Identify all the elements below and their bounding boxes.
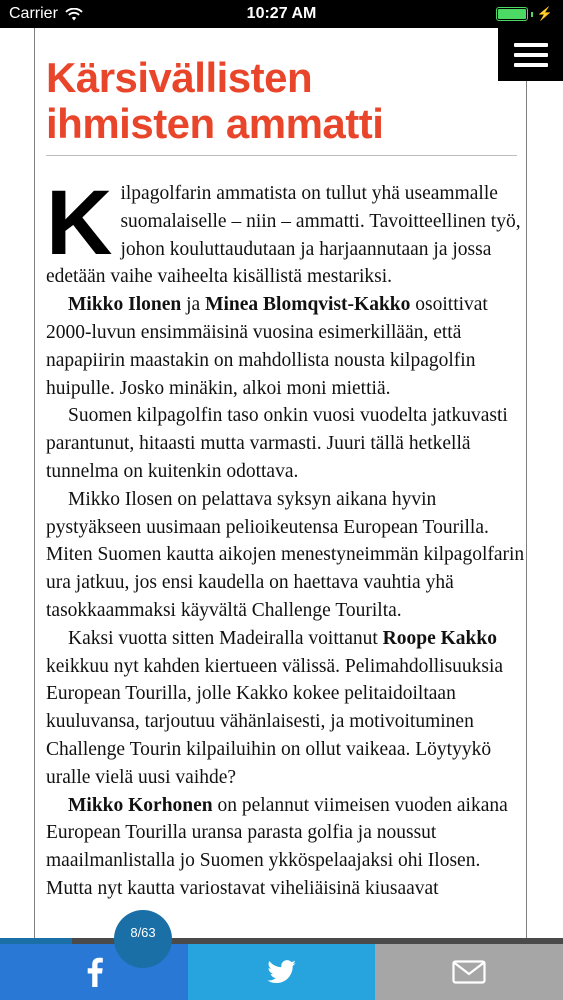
paragraph-4: Mikko Ilosen on pelattava syksyn aikana hyvin pystyäkseen uusimaan pelioikeutensa European Tourilla. Miten Suomen kautta aikojen menestyneimmän kilpagolfarin ura jatkuu, jos ensi kaudella on haettava vauhtia yhä tasokkaammaksi käyvältä Challenge Tourilta. xyxy=(46,488,525,621)
twitter-icon xyxy=(267,960,297,984)
drop-cap: K xyxy=(46,172,113,274)
share-bar xyxy=(0,944,563,1000)
paragraph-5 xyxy=(46,625,526,792)
status-time: 10:27 AM xyxy=(246,5,317,22)
person-name: Mikko Ilonen xyxy=(68,294,182,316)
hamburger-menu-icon xyxy=(514,43,548,47)
paragraph-2-joiner: ja xyxy=(181,294,206,316)
article-page[interactable] xyxy=(0,28,563,938)
person-name: Roope Kakko xyxy=(382,627,497,649)
article-title-line2: ihmisten ammatti xyxy=(46,100,384,147)
person-name: Mikko Korhonen xyxy=(68,794,213,816)
page-border-right xyxy=(526,28,527,938)
paragraph-6 xyxy=(46,792,526,903)
paragraph-1-text: ilpagolfarin ammatista on tullut yhä useammalle suomalaiselle – niin – ammatti. Tavoitteellinen työ, johon kouluttaudutaan ja harjaannutaan ja jossa edetään vaihe vaiheelta kisällistä mestariksi. xyxy=(46,183,521,288)
paragraph-6-text: on pelannut viimeisen vuoden aikana European Tourilla uransa parasta golfia ja noussut maailmanlistalla jo Suomen ykköspelaajaksi ohi Ilosen. Mutta nyt kautta variostavat viheliäisinä kiusaavat xyxy=(46,794,508,899)
paragraph-1 xyxy=(46,172,526,291)
paragraph-2 xyxy=(46,291,526,402)
article-body xyxy=(46,172,526,903)
carrier-label: Carrier xyxy=(9,5,58,22)
battery-body xyxy=(496,7,528,21)
paragraph-2-text: osoittivat 2000-luvun ensimmäisinä vuosina esimerkillään, että napapiirin maastakin on mahdollista nousta kilpagolfin huipulle. Josko minäkin, alkoi moni miettiä. xyxy=(46,294,488,399)
paragraph-5-text: keikkuu nyt kahden kiertueen välissä. Pelimahdollisuuksia European Tourilla, jolle Kakko kokee pelitaidoiltaan kuuluvansa, tarjoutuu vähänlaisesti, ja motivoituminen Challenge Tourin kilpailuihin on ollut vaikeaa. Löytyykö uralle vielä uusi vaihde? xyxy=(46,655,504,788)
status-bar xyxy=(0,0,563,28)
article-title-line1: Kärsivällisten xyxy=(46,54,313,101)
charging-bolt-icon: ⚡ xyxy=(536,6,553,21)
page-indicator-badge[interactable]: 8/63 xyxy=(114,910,172,968)
email-share-button[interactable] xyxy=(375,944,563,1000)
menu-button[interactable] xyxy=(498,28,563,81)
twitter-share-button[interactable] xyxy=(188,944,376,1000)
hamburger-menu-icon xyxy=(514,63,548,67)
battery-icon xyxy=(496,6,553,22)
battery-cap xyxy=(531,12,533,17)
facebook-icon xyxy=(83,957,105,987)
person-name: Minea Blomqvist-Kakko xyxy=(205,294,411,316)
battery-fill xyxy=(498,9,526,19)
email-icon xyxy=(452,960,486,984)
paragraph-3: Suomen kilpagolfin taso onkin vuosi vuodelta jatkuvasti parantunut, hitaasti mutta varmasti. Juuri tällä hetkellä tunnelma on kuitenkin odottava. xyxy=(46,405,508,482)
article-title xyxy=(46,55,466,147)
paragraph-5-lead: Kaksi vuotta sitten Madeiralla voittanut xyxy=(68,627,383,649)
hamburger-menu-icon xyxy=(514,53,548,57)
title-divider xyxy=(46,155,517,156)
page-border-left xyxy=(34,28,35,938)
